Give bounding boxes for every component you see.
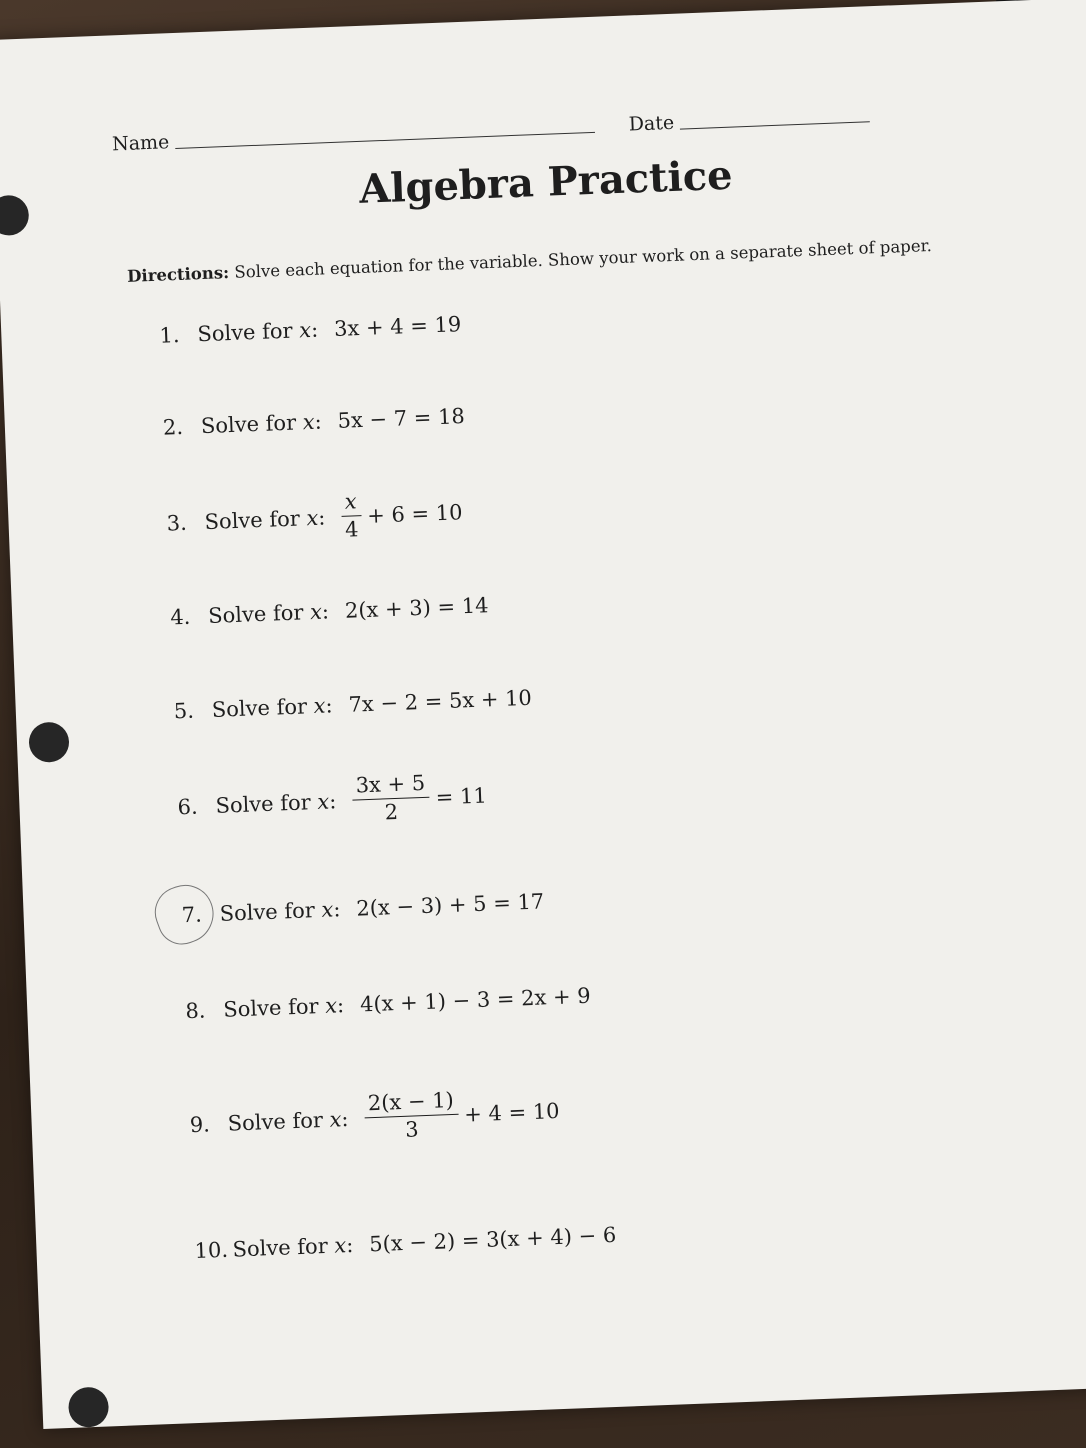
fraction-denominator: 3	[404, 1117, 420, 1142]
problem-number: 4.	[169, 604, 191, 630]
directions	[127, 236, 932, 286]
problem-number: 7.	[181, 902, 220, 927]
problem-number: 8.	[184, 998, 206, 1024]
problem-prompt: Solve for x:	[211, 693, 334, 722]
equation-rest: + 4 = 10	[463, 1098, 560, 1127]
problem-number: 3.	[166, 510, 188, 536]
name-label: Name	[111, 131, 170, 156]
problem-number: 10.	[194, 1237, 229, 1264]
problem-prompt: Solve for x:	[232, 1232, 354, 1262]
problem-7	[181, 889, 544, 927]
problem-prompt: Solve for x:	[219, 897, 341, 926]
equation: 2(x + 3) = 14	[344, 593, 489, 623]
date-label: Date	[628, 111, 675, 136]
problem-prompt: Solve for x:	[204, 505, 326, 534]
problem-1	[159, 312, 462, 348]
problem-4	[170, 593, 489, 629]
fraction	[340, 490, 362, 542]
fraction-numerator: x	[340, 490, 361, 517]
problem-10	[194, 1223, 616, 1263]
equation: 5(x − 2) = 3(x + 4) − 6	[368, 1222, 617, 1257]
problem-2	[163, 404, 466, 440]
equation: 7x − 2 = 5x + 10	[348, 685, 533, 717]
problem-3	[166, 486, 464, 549]
equation: 2(x − 3) + 5 = 17	[355, 889, 545, 921]
problem-number: 5.	[173, 698, 195, 724]
name-field	[112, 115, 596, 156]
date-blank-line[interactable]	[680, 120, 870, 129]
fraction	[363, 1089, 459, 1144]
equation: 5x − 7 = 18	[337, 404, 466, 433]
equation-rest: + 6 = 10	[366, 499, 463, 528]
problem-number: 9.	[189, 1111, 211, 1137]
fraction-numerator: 2(x − 1)	[363, 1089, 458, 1119]
problem-8	[185, 984, 591, 1024]
name-blank-line[interactable]	[175, 131, 595, 149]
problem-prompt: Solve for x:	[222, 993, 345, 1022]
pencil-circle-mark	[147, 877, 221, 951]
fraction	[351, 772, 430, 826]
problem-prompt: Solve for x:	[215, 788, 337, 818]
problem-prompt: Solve for x:	[200, 409, 323, 439]
equation: 3x + 4 = 19	[333, 312, 462, 341]
problem-number: 6.	[177, 794, 199, 819]
page-title: Algebra Practice	[358, 151, 734, 213]
directions-label: Directions:	[126, 262, 230, 286]
fraction-denominator: 4	[344, 517, 359, 542]
fraction-denominator: 2	[384, 800, 399, 825]
problem-prompt: Solve for x:	[196, 317, 319, 347]
punch-hole	[68, 1386, 110, 1428]
problem-5	[173, 686, 532, 724]
fraction-numerator: 3x + 5	[351, 772, 429, 801]
problem-9	[189, 1085, 561, 1150]
date-field	[628, 104, 870, 135]
problem-number: 2.	[162, 414, 184, 440]
problem-prompt: Solve for x:	[227, 1106, 349, 1136]
problem-prompt: Solve for x:	[207, 599, 330, 629]
directions-text: Solve each equation for the variable. Show your work on a separate sheet of paper.	[234, 236, 933, 282]
equation: 4(x + 1) − 3 = 2x + 9	[359, 983, 592, 1017]
punch-hole	[28, 721, 70, 763]
problem-6	[177, 770, 488, 833]
equation-rest: = 11	[435, 783, 488, 810]
problem-number: 1.	[159, 322, 180, 348]
